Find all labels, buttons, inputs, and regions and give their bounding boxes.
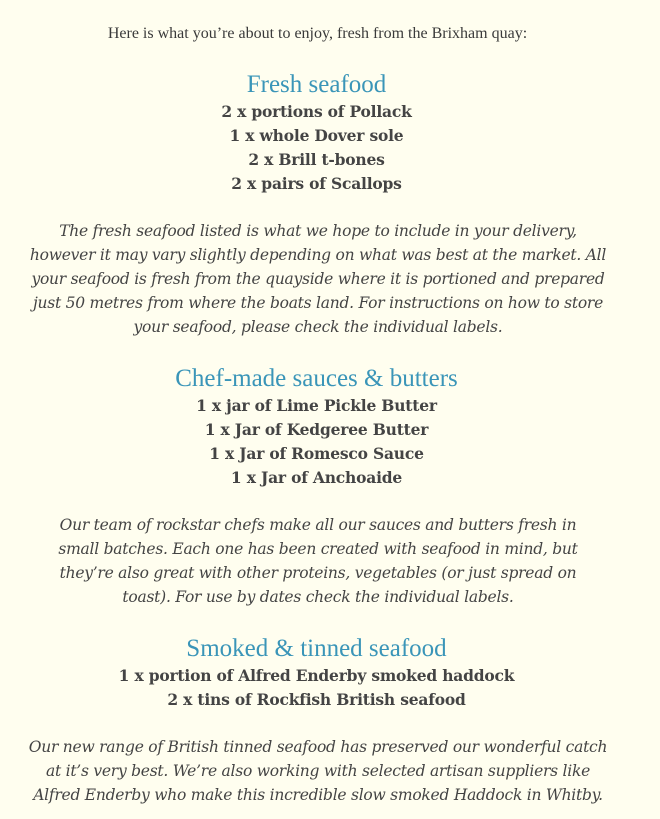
intro-text: Here is what you’re about to enjoy, fresh from the Brixham quay: [107, 25, 528, 42]
list-item: 2 x tins of Rockfish British seafood [167, 690, 466, 709]
section-sauces-butters [0, 364, 660, 490]
list-item: 2 x Brill t-bones [248, 150, 385, 169]
section-description: Our team of rockstar chefs make all our sauces and butters fresh in small batches. Each one has been created with seafood in mind, but they’re also great with other proteins, vegetables (or just spread on toast). For use by dates check the individual labels. [58, 516, 578, 606]
item-list [0, 100, 660, 196]
list-item: 2 x portions of Pollack [221, 102, 412, 121]
item-list [0, 394, 660, 490]
section-smoked-tinned [0, 634, 660, 712]
list-item: 1 x jar of Lime Pickle Butter [196, 396, 437, 415]
list-item: 1 x Jar of Anchoaide [230, 468, 403, 487]
item-list [0, 664, 660, 712]
list-item: 1 x portion of Alfred Enderby smoked haddock [118, 666, 515, 685]
section-description: The fresh seafood listed is what we hope to include in your delivery, however it may vary slightly depending on what was best at the market. All your seafood is fresh from the quayside where it is portioned and prepared just 50 metres from where the boats land. For instructions on how to store your seafood, please check the individual labels. [29, 222, 607, 336]
section-title: Smoked & tinned seafood [186, 635, 447, 662]
section-title: Fresh seafood [246, 71, 387, 98]
section-description: Our new range of British tinned seafood has preserved our wonderful catch at it’s very best. We’re also working with selected artisan suppliers like Alfred Enderby who make this incredible slow smoked Haddock in Whitby. [28, 738, 608, 804]
section-fresh-seafood [0, 70, 660, 196]
list-item: 2 x pairs of Scallops [231, 174, 402, 193]
list-item: 1 x Jar of Romesco Sauce [209, 444, 424, 463]
list-item: 1 x Jar of Kedgeree Butter [204, 420, 429, 439]
list-item: 1 x whole Dover sole [229, 126, 404, 145]
section-title: Chef-made sauces & butters [175, 365, 458, 392]
